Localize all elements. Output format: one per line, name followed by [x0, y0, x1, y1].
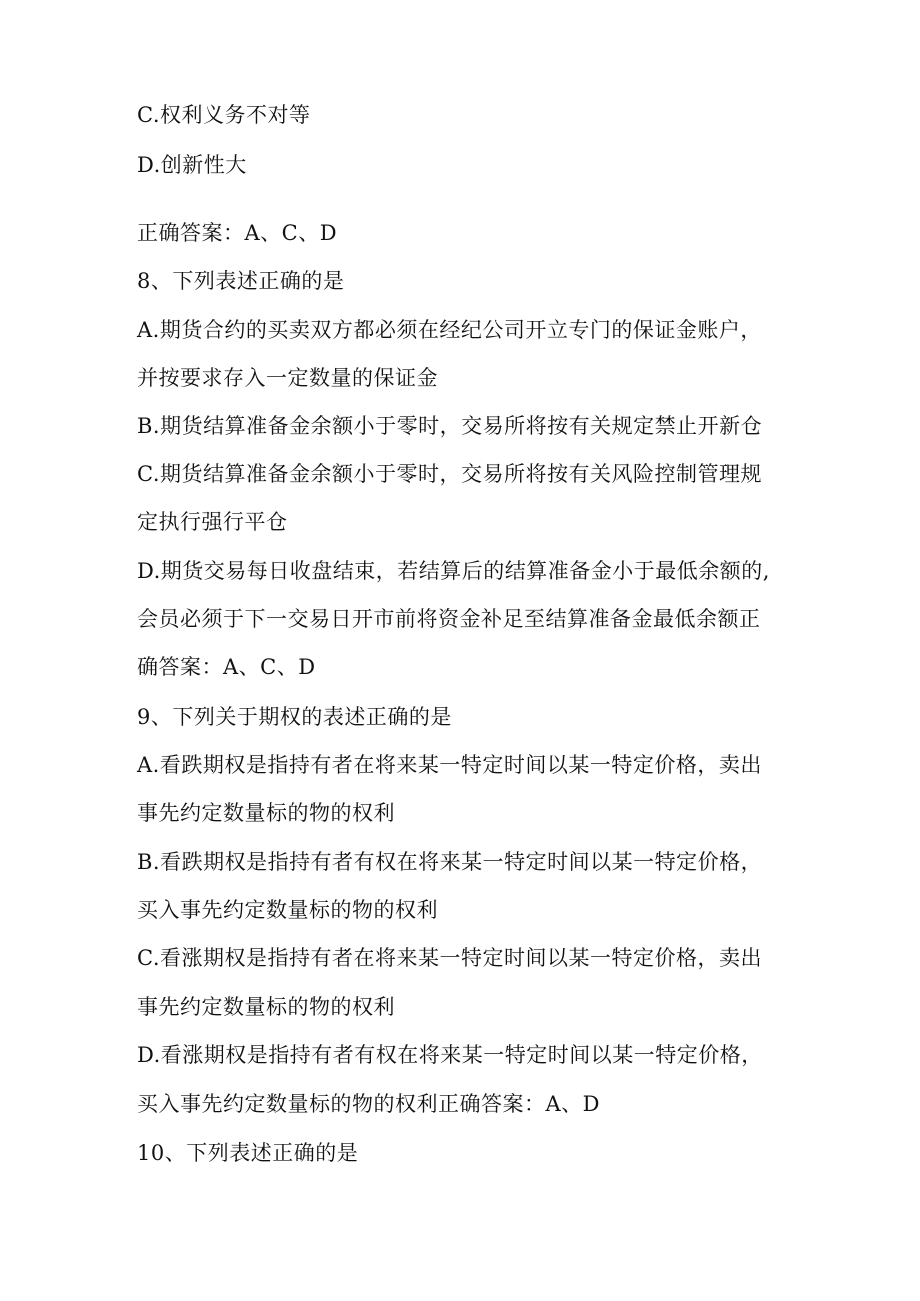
answer-line: 正确答案：A、C、D	[137, 221, 338, 245]
q8-option-c-line-1: C.期货结算准备金余额小于零时，交易所将按有关风险控制管理规	[137, 462, 762, 486]
question-9: 9、下列关于期权的表述正确的是	[137, 705, 452, 729]
q9-option-c-line-2: 事先约定数量标的物的权利	[137, 995, 395, 1019]
option-d-line: D.创新性大	[137, 153, 247, 177]
q8-option-d-line-2: 会员必须于下一交易日开市前将资金补足至结算准备金最低余额正	[137, 607, 761, 631]
q8-option-a-line-1: A.期货合约的买卖双方都必须在经纪公司开立专门的保证金账户，	[137, 318, 762, 342]
q9-option-d-line-2: 买入事先约定数量标的物的权利正确答案：A、D	[137, 1092, 601, 1116]
q9-option-a-line-1: A.看跌期权是指持有者在将来某一特定时间以某一特定价格，卖出	[137, 753, 762, 777]
q9-option-b-line-1: B.看跌期权是指持有者有权在将来某一特定时间以某一特定价格，	[137, 850, 763, 874]
q8-option-d-line-1: D.期货交易每日收盘结束，若结算后的结算准备金小于最低余额的,	[137, 559, 770, 583]
q9-option-a-line-2: 事先约定数量标的物的权利	[137, 801, 395, 825]
q8-option-c-line-2: 定执行强行平仓	[137, 510, 288, 534]
question-10: 10、下列表述正确的是	[137, 1141, 359, 1165]
question-8: 8、下列表述正确的是	[137, 269, 345, 293]
q9-option-d-line-1: D.看涨期权是指持有者有权在将来某一特定时间以某一特定价格，	[137, 1043, 763, 1067]
q8-answer-line: 确答案：A、C、D	[137, 655, 316, 679]
q8-option-a-line-2: 并按要求存入一定数量的保证金	[137, 366, 438, 390]
q9-option-c-line-1: C.看涨期权是指持有者在将来某一特定时间以某一特定价格，卖出	[137, 946, 762, 970]
option-c-line: C.权利义务不对等	[137, 103, 311, 127]
q8-option-b-line: B.期货结算准备金余额小于零时，交易所将按有关规定禁止开新仓	[137, 414, 763, 438]
q9-option-b-line-2: 买入事先约定数量标的物的权利	[137, 898, 438, 922]
